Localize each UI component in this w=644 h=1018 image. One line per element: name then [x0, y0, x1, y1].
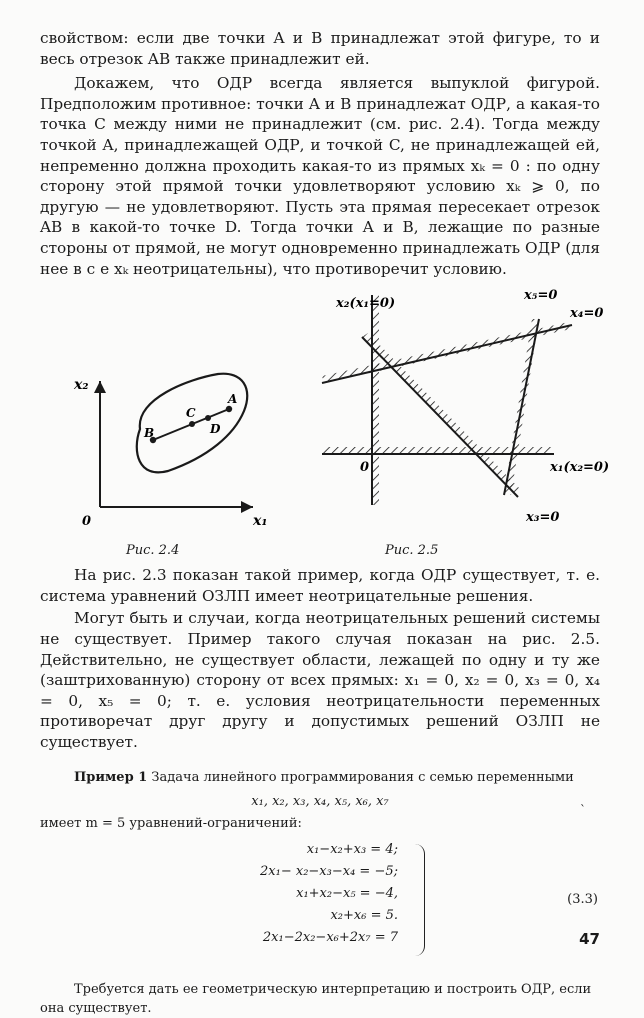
example-heading — [40, 768, 600, 788]
fig24-label-B: B — [144, 426, 155, 441]
fig24-label-D: D — [210, 422, 221, 437]
fig24-label-C: C — [186, 406, 196, 421]
fig24-label-A: A — [228, 392, 238, 407]
equation-4: x₂+x₆ = 5. — [330, 908, 398, 924]
equation-system — [40, 840, 600, 952]
paragraph-4: Могут быть и случаи, когда неотрицательных решений системы не существует. Пример такого случая показан на рис. 2.5. Действительно, не существует области, лежащей по одну и ту же (заштрихованную) сторону от всех прямых: x₁ = 0, x₂ = 0, x₃ = 0, x₄ = 0, x₅ = 0; т. е. условия неотрицательности переменных противоречат друг другу и допустимых решений ОЗЛП не существует. — [40, 609, 600, 751]
fig25-label-x3: x₃=0 — [526, 510, 560, 526]
fig25-label-x5: x₅=0 — [524, 288, 558, 304]
fig24-axis-y-label: x₂ — [74, 377, 89, 394]
fig25-label-x2: x₂(x₁=0) — [336, 296, 396, 312]
fig25-origin: 0 — [360, 460, 370, 476]
figure-2-5 — [292, 288, 610, 539]
equation-3: x₁+x₂−x₅ = −4, — [296, 886, 398, 902]
example-tail: Требуется дать ее геометрическую интерпретацию и построить ОДР, если она существует. — [40, 982, 592, 1017]
fig25-line-x3-zero — [362, 337, 518, 497]
paragraph-1: свойством: если две точки A и B принадлежат этой фигуре, то и весь отрезок AB также принадлежит ей. — [40, 29, 600, 68]
page-body — [40, 28, 610, 1018]
fig25-label-x4: x₄=0 — [570, 306, 604, 322]
example-lead: Пример 1 — [74, 770, 148, 786]
fig25-line-x5-zero — [504, 319, 539, 495]
fig24-caption: Рис. 2.4 — [126, 543, 180, 559]
paragraph-3: На рис. 2.3 показан такой пример, когда ОДР существует, т. е. система уравнений ОЗЛП имеет неотрицательные решения. — [40, 566, 600, 605]
equation-2: 2x₁− x₂−x₃−x₄ = −5; — [260, 864, 398, 880]
paragraph-2: Докажем, что ОДР всегда является выпуклой фигурой. Предположим противное: точки A и B принадлежат ОДР, а какая-то точка C между ними не принадлежит (см. рис. 2.4). Тогда между точкой A, принадлежащей ОДР, и точкой C, не принадлежащей ей, непременно должна проходить какая-то из прямых xₖ = 0 : по одну сторону этой прямой точки удовлетворяют условию xₖ ⩾ 0, по другую — не удовлетворяют. Пусть эта прямая пересекает отрезок AB в какой-то точке D. Тогда точки A и B, лежащие по разные стороны от прямой, не могут одновременно принадлежать ОДР (для нее в с е xₖ неотрицательны), что противоречит условию. — [40, 74, 600, 278]
fig24-origin: 0 — [82, 514, 92, 530]
figures — [40, 288, 610, 559]
figure-2-4 — [68, 359, 288, 529]
example-m-line: имеет m = 5 уравнений-ограничений: — [40, 816, 302, 832]
page-number: 47 — [579, 930, 600, 948]
fig24-axis-x-label: x₁ — [253, 513, 268, 530]
example-title: Задача линейного программирования с семью переменными — [151, 770, 574, 786]
equation-number: (3.3) — [567, 892, 598, 908]
after-figures — [40, 565, 600, 752]
equation-1: x₁−x₂+x₃ = 4; — [306, 842, 398, 858]
fig25-caption: Рис. 2.5 — [385, 543, 439, 559]
example-variables: x₁, x₂, x₃, x₄, x₅, x₆, x₇ — [251, 794, 389, 810]
system-brace — [412, 844, 425, 956]
fig25-label-x1: x₁(x₂=0) — [550, 460, 610, 476]
equation-5: 2x₁−2x₂−x₆+2x₇ = 7 — [262, 930, 398, 946]
stray-mark: ` — [580, 803, 586, 817]
example-1 — [40, 768, 600, 1018]
